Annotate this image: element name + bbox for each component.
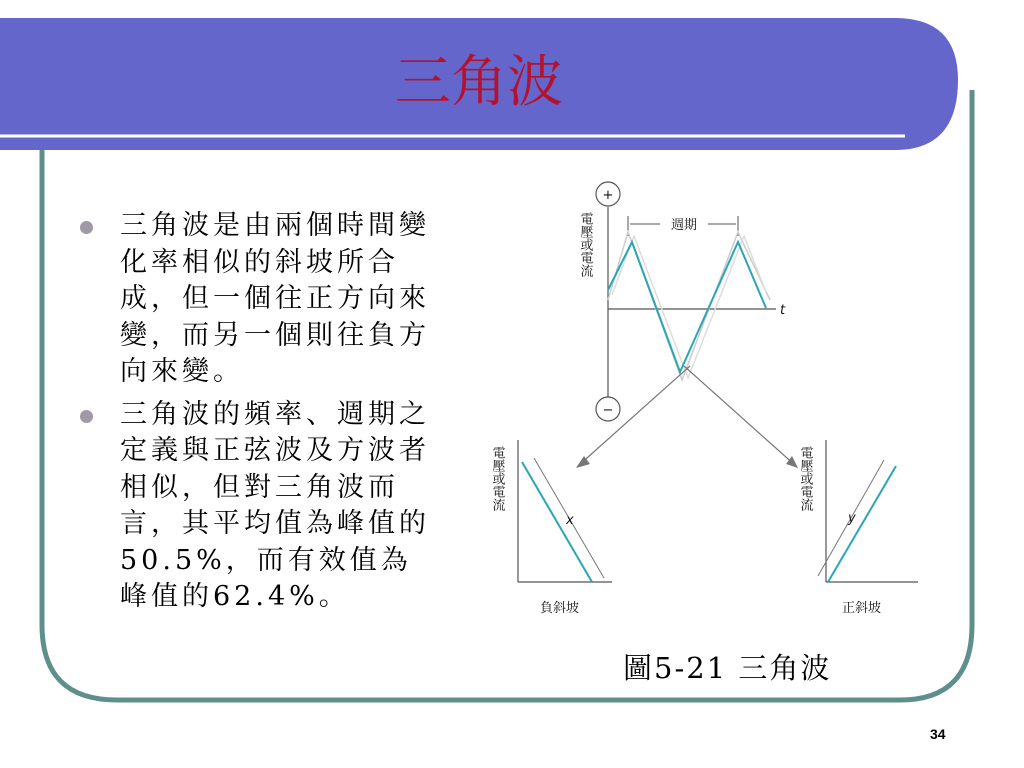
bullet-dot-icon [80,221,93,234]
pos-ramp-symbol: y [848,511,856,526]
pos-ramp-line [828,466,896,582]
bullet-dot-icon [80,410,93,423]
neg-ramp-line [522,462,592,582]
minus-sign-circle [596,397,620,421]
bullet-item [80,208,440,391]
minus-sign: − [602,403,614,418]
arrow-head-right [786,456,798,468]
plus-sign: + [602,188,614,203]
figure-caption: 圖5-21 三角波 [623,651,832,685]
bullet-text: 三角波的頻率、週期之定義與正弦波及方波者相似，但對三角波而言，其平均值為峰值的50.5%，而有效值為峰值的62.4%。 [120,398,430,612]
ghost-waveform [612,236,766,378]
ghost-waveform [608,232,770,380]
neg-ramp-label: 負斜坡 [540,601,580,616]
period-label: 週期 [670,218,698,233]
bullet-item [80,397,440,616]
pos-ramp-y-axis-label: 電壓或電流 [797,446,813,511]
neg-ramp-symbol: x [566,513,574,528]
arrow-to-pos-ramp [684,366,796,466]
bullet-text: 三角波是由兩個時間變化率相似的斜坡所合成，但一個往正方向來變，而另一個則往負方向來變。 [120,210,430,387]
slide-title: 三角波 [395,50,563,115]
neg-ramp-y-axis-label: 電壓或電流 [489,446,505,511]
triangle-waveform [608,242,766,372]
time-axis-label: t [780,303,786,318]
main-y-axis-label: 電壓或電流 [577,212,593,277]
triangle-wave-figure [480,180,920,630]
pos-ramp-label: 正斜坡 [842,601,882,616]
arrow-to-neg-ramp [578,366,690,466]
plus-sign-circle [596,182,620,206]
page-number: 34 [930,726,946,742]
bullet-list [80,208,440,622]
